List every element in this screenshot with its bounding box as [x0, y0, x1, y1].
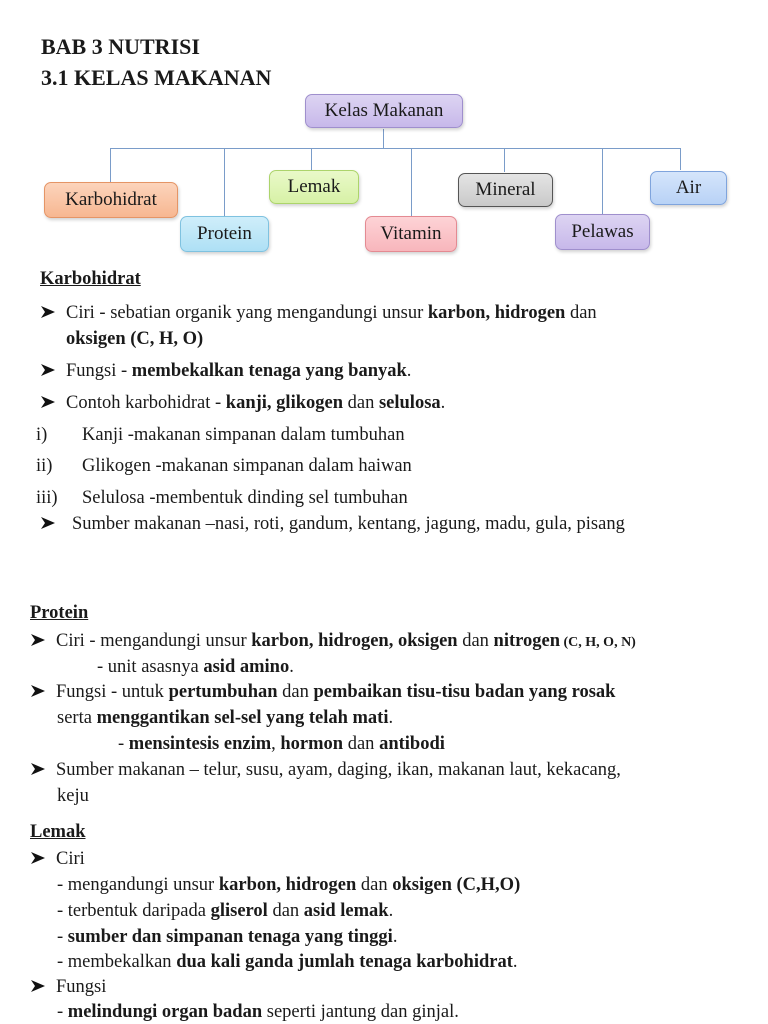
arrow-bullet-icon: [40, 301, 66, 325]
lemak-fungsi: Fungsi: [30, 975, 106, 999]
node-karbohidrat: Karbohidrat: [44, 182, 178, 218]
karbohidrat-sumber: Sumber makanan –nasi, roti, gandum, kentang, jagung, madu, gula, pisang: [40, 512, 625, 536]
karbohidrat-heading: Karbohidrat: [40, 269, 141, 289]
protein-sumber: Sumber makanan – telur, susu, ayam, daging, ikan, makanan laut, kekacang,: [30, 758, 621, 782]
list-item-text: Kanji -makanan simpanan dalam tumbuhan: [82, 425, 405, 445]
protein-mensintesis: - mensintesis enzim, hormon dan antibodi: [118, 734, 445, 754]
lemak-line-3: - sumber dan simpanan tenaga yang tinggi.: [57, 927, 398, 947]
lemak-line-1: - mengandungi unsur karbon, hidrogen dan oksigen (C,H,O): [57, 875, 521, 895]
connector: [411, 148, 412, 216]
karbohidrat-fungsi: Fungsi - membekalkan tenaga yang banyak.: [40, 359, 411, 383]
protein-heading: Protein: [30, 603, 89, 623]
arrow-bullet-icon: [40, 359, 66, 383]
list-item-text: Selulosa -membentuk dinding sel tumbuhan: [82, 488, 408, 508]
arrow-bullet-icon: [30, 758, 56, 782]
protein-ciri: Ciri - mengandungi unsur karbon, hidrogen, oksigen dan nitrogen (C, H, O, N): [30, 629, 636, 655]
node-lemak: Lemak: [269, 170, 359, 204]
section-title: 3.1 KELAS MAKANAN: [41, 65, 272, 90]
connector: [110, 148, 681, 149]
protein-unit: - unit asasnya asid amino.: [97, 657, 294, 677]
arrow-bullet-icon: [40, 391, 66, 415]
arrow-bullet-icon: [30, 847, 56, 871]
connector: [680, 148, 681, 170]
connector: [383, 129, 384, 149]
arrow-bullet-icon: [30, 975, 56, 999]
lemak-line-5: - melindungi organ badan seperti jantung dan ginjal.: [57, 1002, 459, 1022]
chapter-title: BAB 3 NUTRISI: [41, 34, 200, 59]
connector: [602, 148, 603, 214]
connector: [110, 148, 111, 182]
node-air: Air: [650, 171, 727, 205]
protein-fungsi: Fungsi - untuk pertumbuhan dan pembaikan tisu-tisu badan yang rosak: [30, 680, 615, 704]
list-item: ii): [36, 456, 53, 476]
connector: [504, 148, 505, 172]
node-mineral: Mineral: [458, 173, 553, 207]
karbohidrat-ciri-cont: oksigen (C, H, O): [66, 329, 204, 349]
protein-sumber-cont: keju: [57, 786, 89, 806]
lemak-ciri: Ciri: [30, 847, 85, 871]
node-protein: Protein: [180, 216, 269, 252]
list-item: i): [36, 425, 48, 445]
karbohidrat-ciri: Ciri - sebatian organik yang mengandungi unsur karbon, hidrogen dan: [40, 301, 597, 325]
node-pelawas: Pelawas: [555, 214, 650, 250]
karbohidrat-contoh: Contoh karbohidrat - kanji, glikogen dan selulosa.: [40, 391, 445, 415]
protein-serta: serta menggantikan sel-sel yang telah mati.: [57, 708, 394, 728]
connector: [224, 148, 225, 216]
lemak-line-4: - membekalkan dua kali ganda jumlah tenaga karbohidrat.: [57, 952, 518, 972]
lemak-line-2: - terbentuk daripada gliserol dan asid lemak.: [57, 901, 394, 921]
arrow-bullet-icon: [40, 512, 72, 536]
list-item: iii): [36, 488, 58, 508]
lemak-heading: Lemak: [30, 822, 86, 842]
list-item-text: Glikogen -makanan simpanan dalam haiwan: [82, 456, 412, 476]
node-kelas-makanan: Kelas Makanan: [305, 94, 463, 128]
arrow-bullet-icon: [30, 680, 56, 704]
arrow-bullet-icon: [30, 629, 56, 653]
node-vitamin: Vitamin: [365, 216, 457, 252]
connector: [311, 148, 312, 170]
